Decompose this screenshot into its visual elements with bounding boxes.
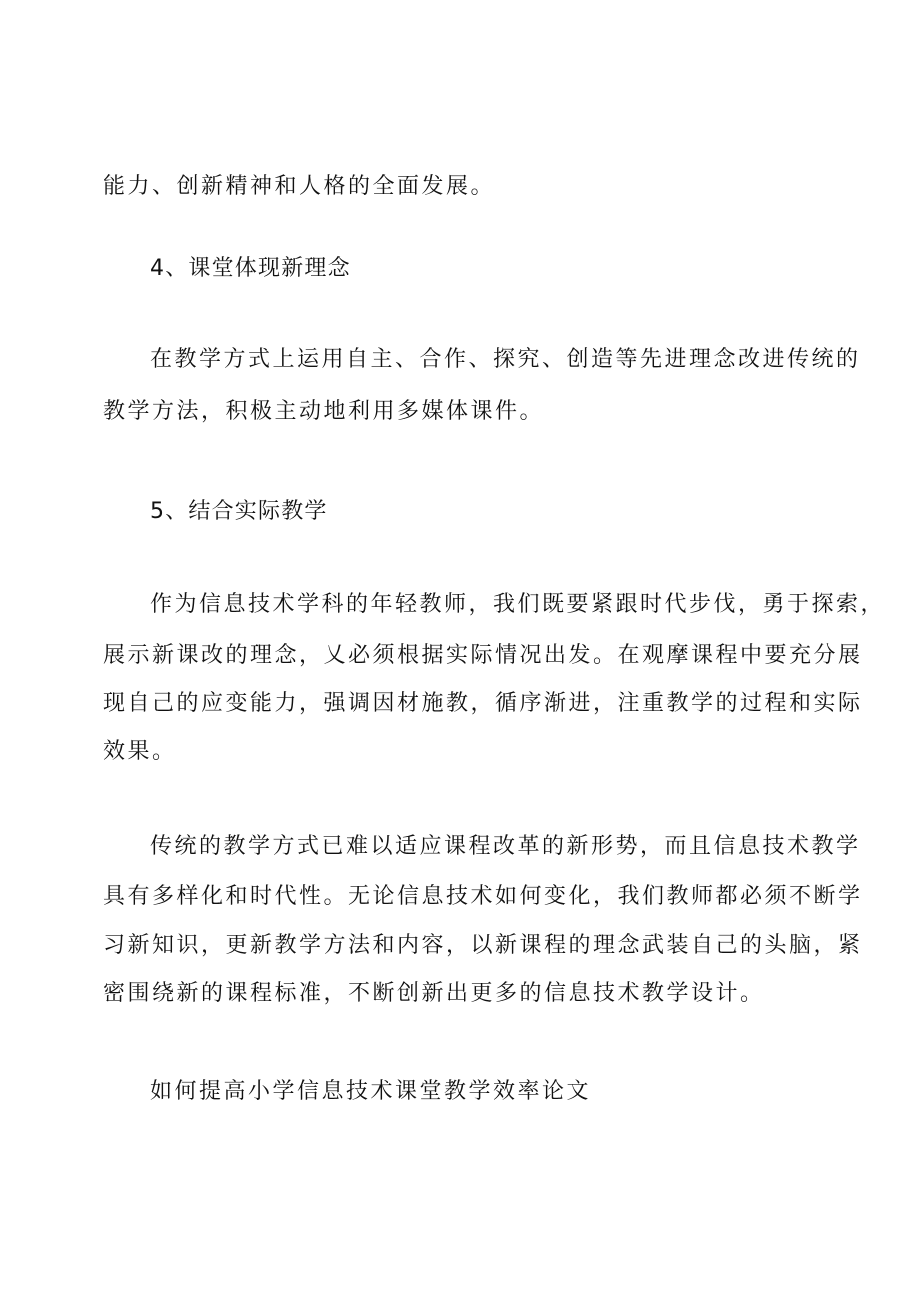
paragraph-traditional-method-line-4: 密围绕新的课程标准，不断创新出更多的信息技术教学设计。: [103, 981, 765, 1006]
section-heading-5: 5、结合实际教学: [150, 499, 328, 524]
paragraph-young-teacher-line-4: 效果。: [103, 739, 177, 764]
paragraph-teaching-method-line-1: 在教学方式上运用自主、合作、探究、创造等先进理念改进传统的: [150, 347, 861, 372]
paragraph-traditional-method-line-2: 具有多样化和时代性。无论信息技术如何变化，我们教师都必须不断学: [103, 884, 863, 909]
paragraph-young-teacher-line-1: 作为信息技术学科的年轻教师，我们既要紧跟时代步伐，勇于探索，: [150, 592, 886, 617]
paragraph-young-teacher-line-3: 现自己的应变能力，强调因材施教，循序渐进，注重教学的过程和实际: [103, 691, 863, 716]
section-heading-4: 4、课堂体现新理念: [150, 256, 351, 281]
paragraph-teaching-method-line-2: 教学方法，积极主动地利用多媒体课件。: [103, 399, 545, 424]
paragraph-traditional-method-line-3: 习新知识，更新教学方法和内容，以新课程的理念武装自己的头脑，紧: [103, 933, 863, 958]
paragraph-continuation-line: 能力、创新精神和人格的全面发展。: [103, 174, 496, 199]
essay-title-line: 如何提高小学信息技术课堂教学效率论文: [150, 1079, 592, 1104]
paragraph-young-teacher-line-2: 展示新课改的理念，乂必须根据实际情况出发。在观摩课程中要充分展: [103, 643, 863, 668]
paragraph-traditional-method-line-1: 传统的教学方式已难以适应课程改革的新形势，而且信息技术教学: [150, 834, 861, 859]
